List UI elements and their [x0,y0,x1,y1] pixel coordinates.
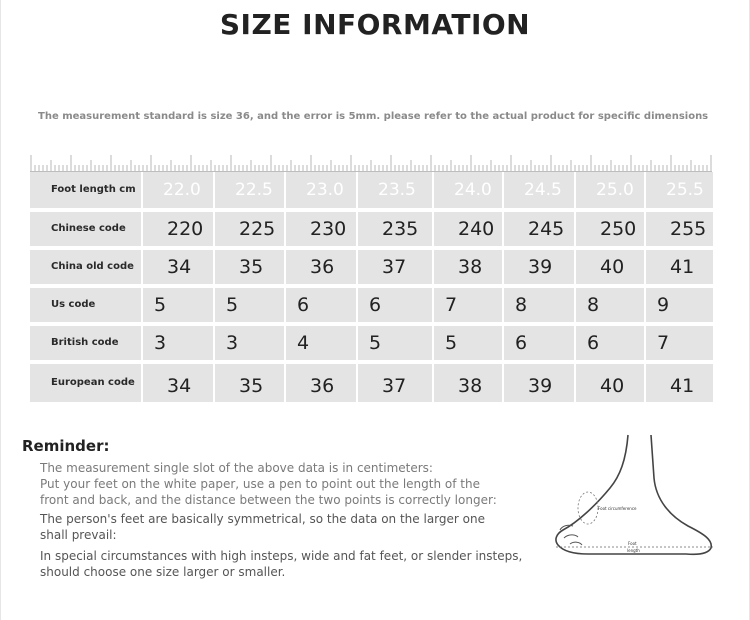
reminder-line-2: Put your feet on the white paper, use a pen to point out the length of the [40,477,480,491]
table-cell: 9 [646,288,713,322]
table-cell: 24.5 [504,172,574,208]
reminder-line-1: The measurement single slot of the above data is in centimeters: [40,461,433,475]
page-title: SIZE INFORMATION [219,8,531,41]
table-cell: 3 [143,326,213,360]
table-cell: 255 [646,212,713,246]
circumference-marker [578,492,598,524]
table-cell: 25.5 [646,172,713,208]
toe-lines [560,525,582,545]
table-cell: 6 [358,288,432,322]
table-cell: 4 [286,326,356,360]
table-cell: 36 [286,250,356,284]
table-cell: 34 [143,250,213,284]
foot-outline [556,435,711,554]
table-cell: 7 [434,288,502,322]
table-cell: 3 [215,326,284,360]
table-cell: 8 [504,288,574,322]
table-cell: 22.5 [215,172,284,208]
table-row [30,326,713,360]
table-cell: 225 [215,212,284,246]
table-cell: 39 [504,364,574,402]
table-cell: 5 [215,288,284,322]
table-cell: 38 [434,364,502,402]
table-cell: 235 [358,212,432,246]
foot-length-label-1: Foot [628,541,637,546]
table-cell: 25.0 [576,172,644,208]
table-cell: 22.0 [143,172,213,208]
table-cell: 23.5 [358,172,432,208]
table-cell: 35 [215,364,284,402]
table-cell: 23.0 [286,172,356,208]
table-cell: 37 [358,364,432,402]
reminder-line-3: front and back, and the distance between the two points is correctly longer: [40,493,497,507]
table-cell: 36 [286,364,356,402]
table-cell: 220 [143,212,213,246]
table-cell: 5 [143,288,213,322]
table-cell: 37 [358,250,432,284]
table-cell: 41 [646,364,713,402]
table-cell: 35 [215,250,284,284]
table-cell: 7 [646,326,713,360]
table-cell: 230 [286,212,356,246]
row-label: Chinese code [30,212,141,246]
table-cell: 39 [504,250,574,284]
row-label: China old code [30,250,141,284]
reminder-line-6: In special circumstances with high insteps, wide and fat feet, or slender insteps, [40,549,523,563]
table-cell: 24.0 [434,172,502,208]
table-cell: 38 [434,250,502,284]
foot-circumference-label: Foot circumference [598,506,637,511]
table-row [30,364,713,402]
measurement-standard-note: The measurement standard is size 36, and the error is 5mm. please refer to the actual product for specific dimensions [38,111,709,122]
reminder-line-7: should choose one size larger or smaller. [40,565,286,579]
row-label: European code [30,364,141,402]
table-cell: 5 [434,326,502,360]
foot-measurement-diagram [548,430,718,560]
reminder-line-4: The person's feet are basically symmetrical, so the data on the larger one [40,512,485,526]
table-row [30,288,713,322]
table-cell: 41 [646,250,713,284]
table-cell: 245 [504,212,574,246]
reminder-line-5: shall prevail: [40,528,117,542]
table-cell: 40 [576,364,644,402]
table-row [30,172,713,208]
table-cell: 6 [504,326,574,360]
table-cell: 34 [143,364,213,402]
table-cell: 8 [576,288,644,322]
table-cell: 240 [434,212,502,246]
foot-length-label-2: length [627,548,640,553]
row-label: British code [30,326,141,360]
table-row [30,212,713,246]
row-label: Foot length cm [30,172,141,208]
table-cell: 5 [358,326,432,360]
row-label: Us code [30,288,141,322]
size-chart-table [30,172,713,404]
table-row [30,250,713,284]
table-cell: 6 [576,326,644,360]
table-cell: 6 [286,288,356,322]
ruler-graphic [30,150,712,172]
table-cell: 250 [576,212,644,246]
reminder-heading: Reminder: [22,437,110,455]
table-cell: 40 [576,250,644,284]
